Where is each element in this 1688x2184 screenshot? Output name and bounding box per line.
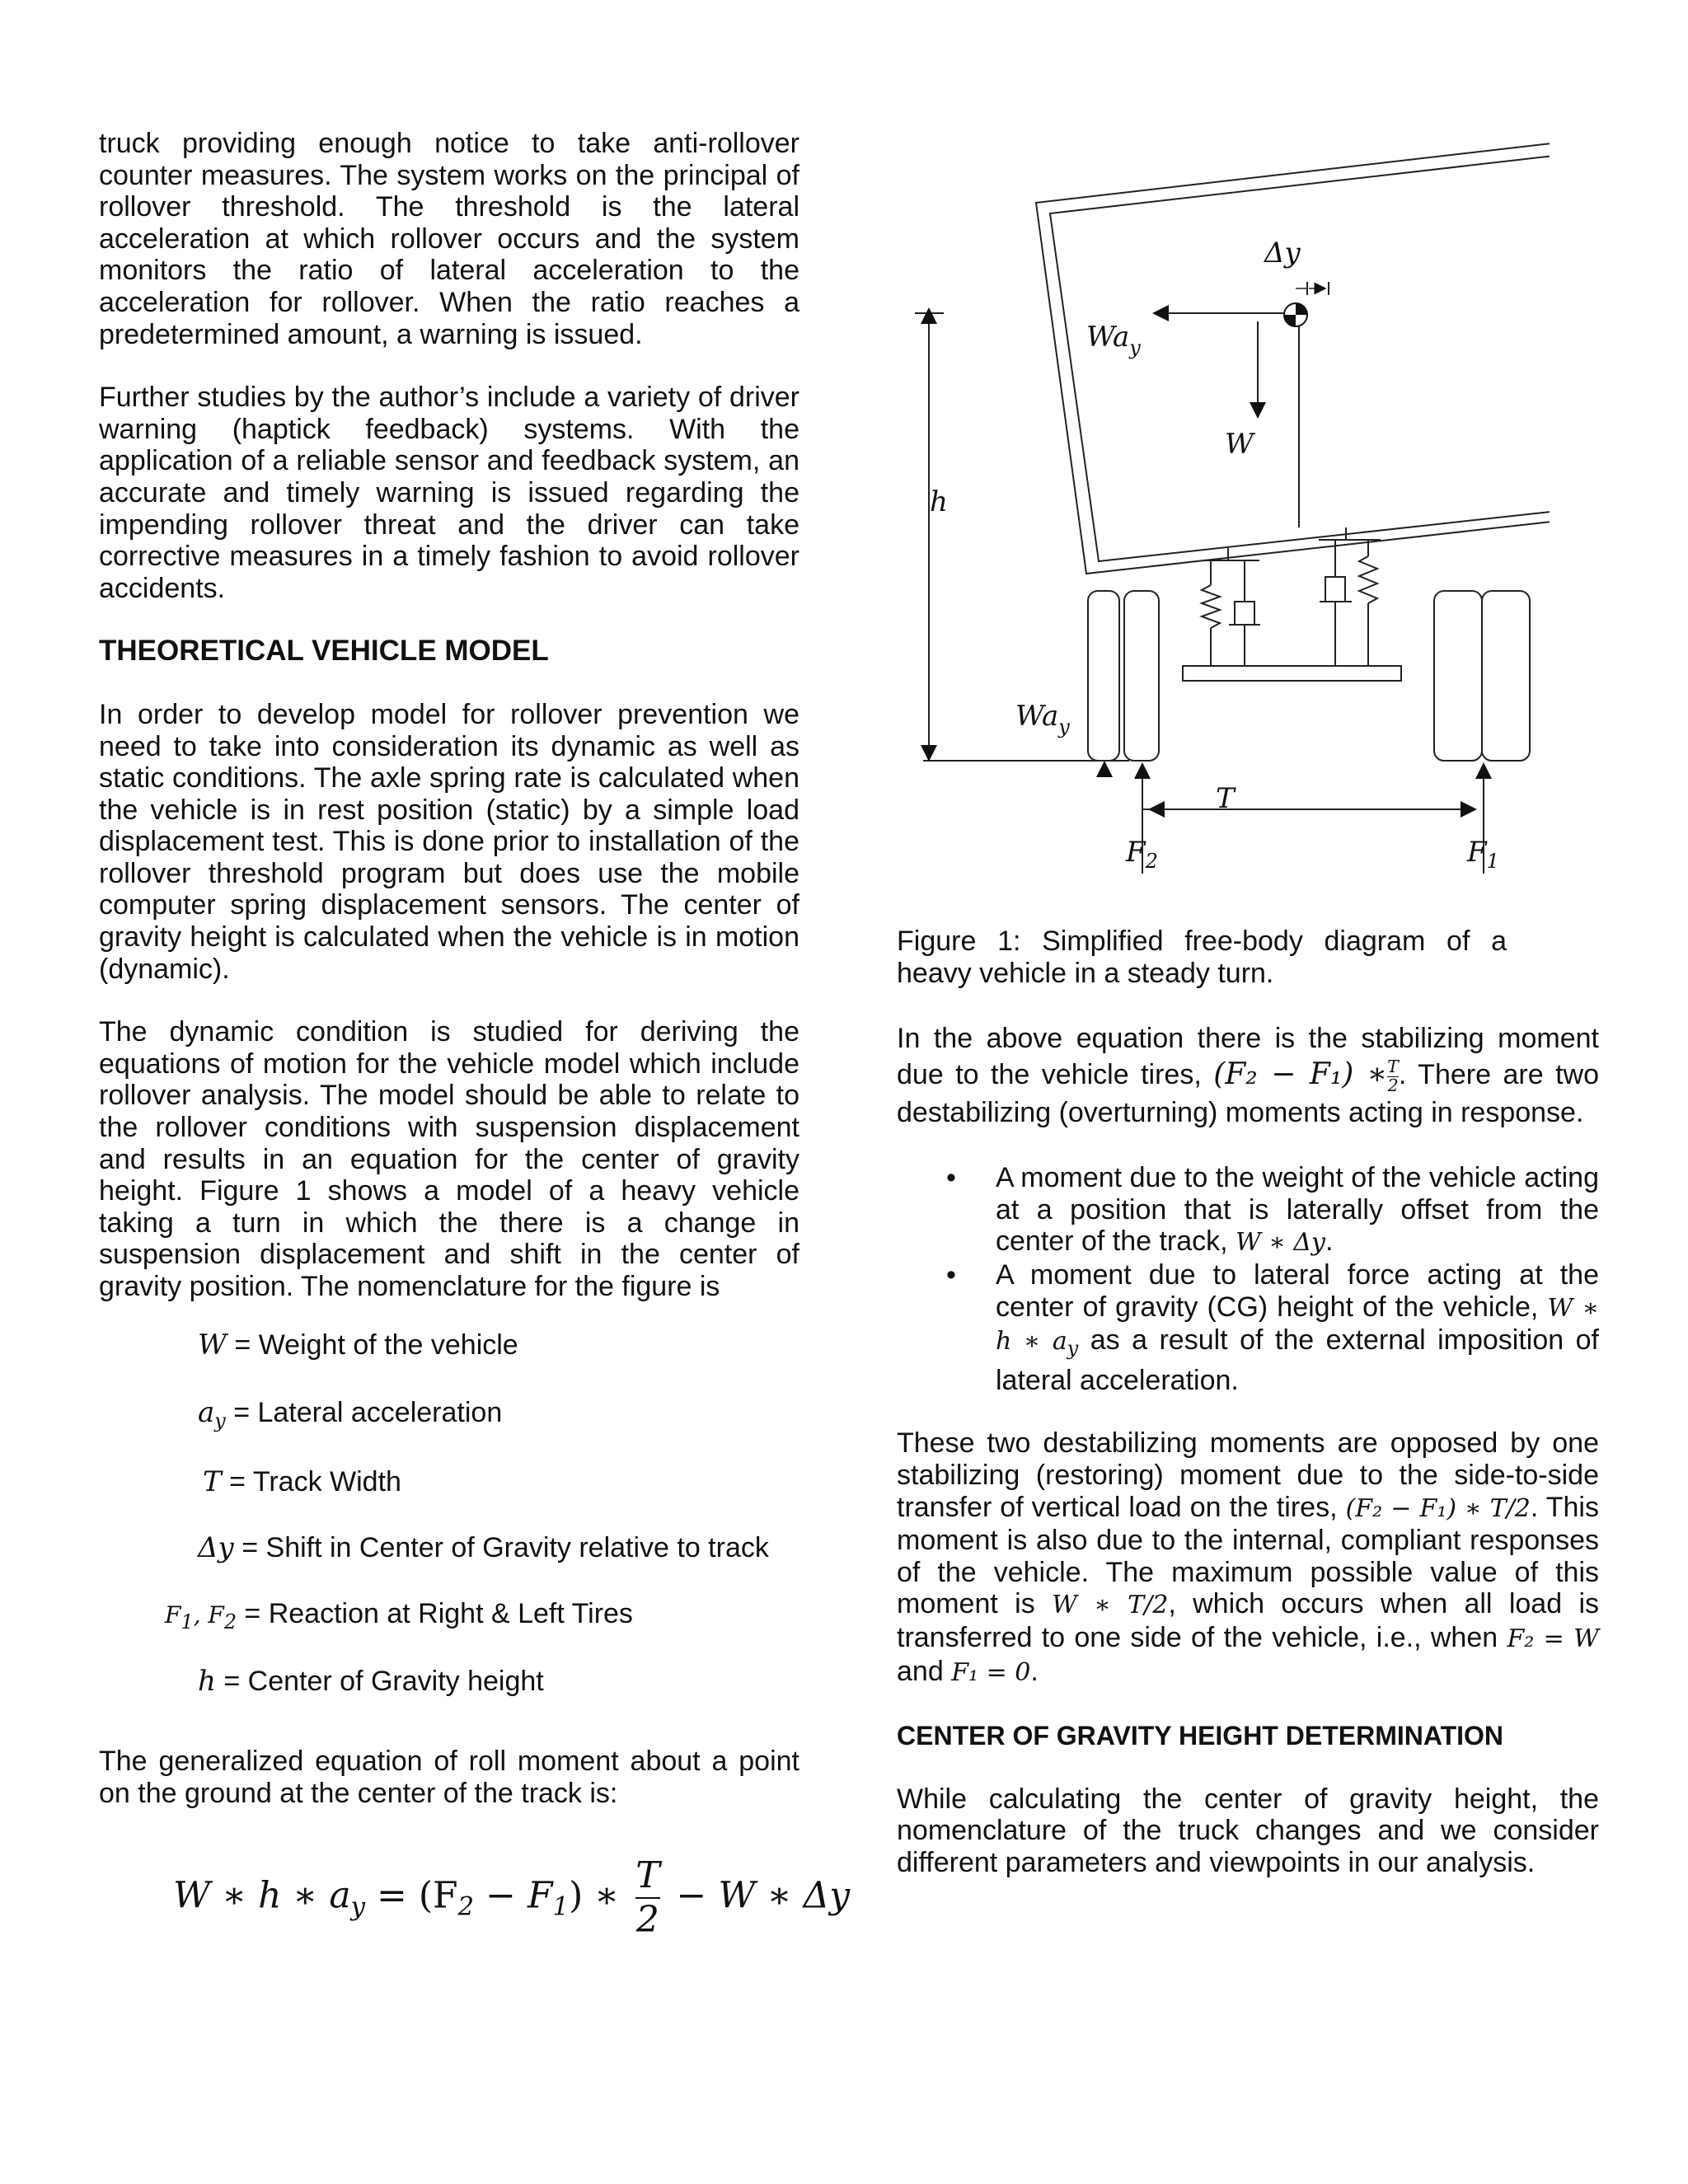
paragraph: While calculating the center of gravity height, the nomenclature of the truck changes and we consider different parameters and viewpoints in our analysis. xyxy=(897,1783,1599,1878)
inline-math: (F₂ − F₁) ∗ xyxy=(1213,1057,1388,1092)
fraction-numerator: T xyxy=(635,1854,660,1896)
truck-body-outer xyxy=(1036,134,1550,574)
cg-symbol xyxy=(1284,303,1307,326)
list-item xyxy=(897,1259,1599,1397)
label-w: W xyxy=(1225,428,1254,461)
equation-fraction xyxy=(635,1854,659,1942)
inline-math: F₁ = 0 xyxy=(951,1657,1031,1687)
inline-fraction xyxy=(1387,1058,1399,1094)
inline-subscript: y xyxy=(1067,1337,1079,1361)
nomenclature-subscript: y xyxy=(214,1409,226,1433)
label-delta-y: Δy xyxy=(1264,237,1301,269)
nomenclature-text: = Weight of the vehicle xyxy=(234,1329,518,1361)
text-run: A moment due to the weight of the vehicle acting at a position that is laterally offset from the center of the track, xyxy=(996,1162,1599,1258)
label-way-bottom: $Wa_y$ xyxy=(1015,700,1070,738)
right-column xyxy=(897,926,1599,1879)
equation-subscript: 1 xyxy=(552,1891,570,1922)
paragraph: Further studies by the author’s include a variety of driver warning (haptick feedback) systems. With the application of a reliable sensor and feedback system, an accurate and timely warning is issued regarding the impending rollover threat and the driver can take corrective measures in a timely fashion to avoid rollover accidents. xyxy=(99,382,799,604)
label-t: T xyxy=(1216,782,1235,815)
inline-math: W ∗ h ∗ a xyxy=(996,1293,1599,1357)
label-f1: $F_1$ xyxy=(1467,836,1499,873)
figure-caption: Figure 1: Simplified free-body diagram of a heavy vehicle in a steady turn. xyxy=(897,926,1507,989)
label-h: h xyxy=(930,485,948,518)
equation-part: − F xyxy=(474,1874,553,1917)
nomenclature-symbol: , F xyxy=(193,1601,224,1629)
moment-list xyxy=(897,1162,1599,1396)
section-heading: CENTER OF GRAVITY HEIGHT DETERMINATION xyxy=(897,1721,1504,1751)
nomenclature-subscript: 2 xyxy=(223,1610,237,1634)
paragraph: In order to develop model for rollover prevention we need to take into consideration its dynamic as well as static conditions. The axle spring rate is calculated when the vehicle is in rest position (static) by a simple load displacement test. This is done prior to installation of the rollover threshold program but does use the mobile computer spring displacement sensors. The center of gravity height is calculated when the vehicle is in motion (dynamic). xyxy=(99,698,799,985)
text-run: In the above equation there is the stabilizing moment due to the vehicle tires, xyxy=(897,1023,1599,1091)
label-way-top: $Wa_y$ xyxy=(1086,321,1141,359)
nomenclature-symbol: W xyxy=(198,1329,227,1361)
right-spring xyxy=(1359,556,1377,603)
nomenclature-symbol: Δy xyxy=(198,1531,234,1564)
list-item: • A moment due to the weight of the vehicle acting at a position that is laterally offset from the center of the track, W ∗ Δy. xyxy=(897,1162,1599,1259)
fraction-numerator: T xyxy=(1387,1057,1399,1077)
left-spring xyxy=(1202,585,1220,628)
right-damper xyxy=(1325,577,1345,602)
fraction-denominator: 2 xyxy=(635,1899,659,1941)
nomenclature-text: = Lateral acceleration xyxy=(233,1397,503,1428)
axle xyxy=(1183,666,1401,681)
nomenclature-text: = Track Width xyxy=(229,1466,401,1497)
inline-math: F₂ = W xyxy=(1507,1624,1600,1653)
paragraph: The dynamic condition is studied for deriving the equations of motion for the vehicle model which include rollover analysis. The model should be able to relate to the rollover conditions with suspension displacement and results in an equation for the center of gravity height. Figure 1 shows a model of a heavy vehicle taking a turn in which the there is a change in suspension displacement and shift in the center of gravity position. The nomenclature for the figure is xyxy=(99,1016,799,1302)
left-tire-inner xyxy=(1124,591,1159,761)
text-run: . There are two destabilizing (overturning) moments acting in response. xyxy=(897,1059,1599,1129)
text-run: . This moment is also due to the internal, compliant responses of the vehicle. The maximum possible value of this moment is xyxy=(897,1491,1599,1620)
text-run: , which occurs when all load is transferred to one side of the vehicle, i.e., when xyxy=(897,1588,1599,1653)
left-column xyxy=(99,128,799,1303)
equation-part: − W ∗ Δy xyxy=(676,1874,851,1917)
nomenclature-text: = Shift in Center of Gravity relative to track xyxy=(241,1532,769,1563)
section-heading: THEORETICAL VEHICLE MODEL xyxy=(99,635,549,668)
paragraph: These two destabilizing moments are opposed by one stabilizing (restoring) moment due to the side-to-side transfer of vertical load on the tires, (F₂ − F₁) ∗ T/2. This moment is also due to the internal, compliant responses of the vehicle. The maximum possible value of this moment is W ∗ T/2, which occurs when all load is transferred to one side of the vehicle, i.e., when F₂ = W and F₁ = 0. xyxy=(897,1427,1600,1687)
left-tire-outer xyxy=(1088,591,1119,761)
paragraph: truck providing enough notice to take anti-rollover counter measures. The system works on the principal of rollover threshold. The threshold is the lateral acceleration at which rollover occurs and the system monitors the ratio of lateral acceleration to the acceleration for rollover. When the ratio reaches a predetermined amount, a warning is issued. xyxy=(99,128,799,350)
equation-lhs: W ∗ h ∗ a xyxy=(173,1874,351,1917)
label-f2: $F_2$ xyxy=(1126,836,1158,873)
text-run: A moment due to lateral force acting at the center of gravity (CG) height of the vehicle, xyxy=(996,1258,1599,1323)
inline-math: W ∗ T/2 xyxy=(1052,1591,1169,1620)
paragraph xyxy=(897,1020,1599,1131)
roll-moment-equation xyxy=(173,1854,850,1942)
nomenclature-item xyxy=(203,1465,401,1498)
nomenclature-item xyxy=(198,1665,544,1698)
nomenclature-item xyxy=(198,1329,518,1361)
equation-subscript: 2 xyxy=(457,1891,475,1922)
left-damper xyxy=(1235,602,1254,625)
nomenclature-symbol: h xyxy=(198,1665,216,1698)
nomenclature-subscript: 1 xyxy=(181,1610,194,1634)
inline-math: (F₂ − F₁) ∗ T/2 xyxy=(1345,1493,1531,1523)
right-tire-inner xyxy=(1434,591,1482,761)
inline-math: W ∗ Δy xyxy=(1236,1228,1325,1258)
nomenclature-item xyxy=(165,1598,633,1633)
nomenclature-symbol: T xyxy=(203,1465,222,1498)
nomenclature-text: = Reaction at Right & Left Tires xyxy=(244,1598,633,1629)
right-tire-outer xyxy=(1482,591,1530,761)
text-run: as a result of the external imposition of lateral acceleration. xyxy=(996,1324,1600,1396)
nomenclature-text: = Center of Gravity height xyxy=(223,1666,544,1697)
nomenclature-item xyxy=(198,1531,769,1564)
nomenclature-item xyxy=(198,1396,502,1432)
nomenclature-symbol: a xyxy=(198,1396,215,1429)
free-body-diagram xyxy=(890,124,1550,898)
nomenclature-symbol: F xyxy=(165,1601,181,1629)
text-run: and xyxy=(897,1655,944,1687)
fraction-denominator: 2 xyxy=(1387,1075,1399,1095)
paragraph: The generalized equation of roll moment about a point on the ground at the center of the track is: xyxy=(99,1746,799,1809)
equation-part: ) ∗ xyxy=(569,1874,620,1917)
equation-subscript: y xyxy=(350,1891,365,1922)
equation-part: = (F xyxy=(376,1874,458,1917)
text-run: These two destabilizing moments are opposed by one stabilizing (restoring) moment due to the side-to-side transfer of vertical load on the tires, xyxy=(897,1427,1599,1523)
